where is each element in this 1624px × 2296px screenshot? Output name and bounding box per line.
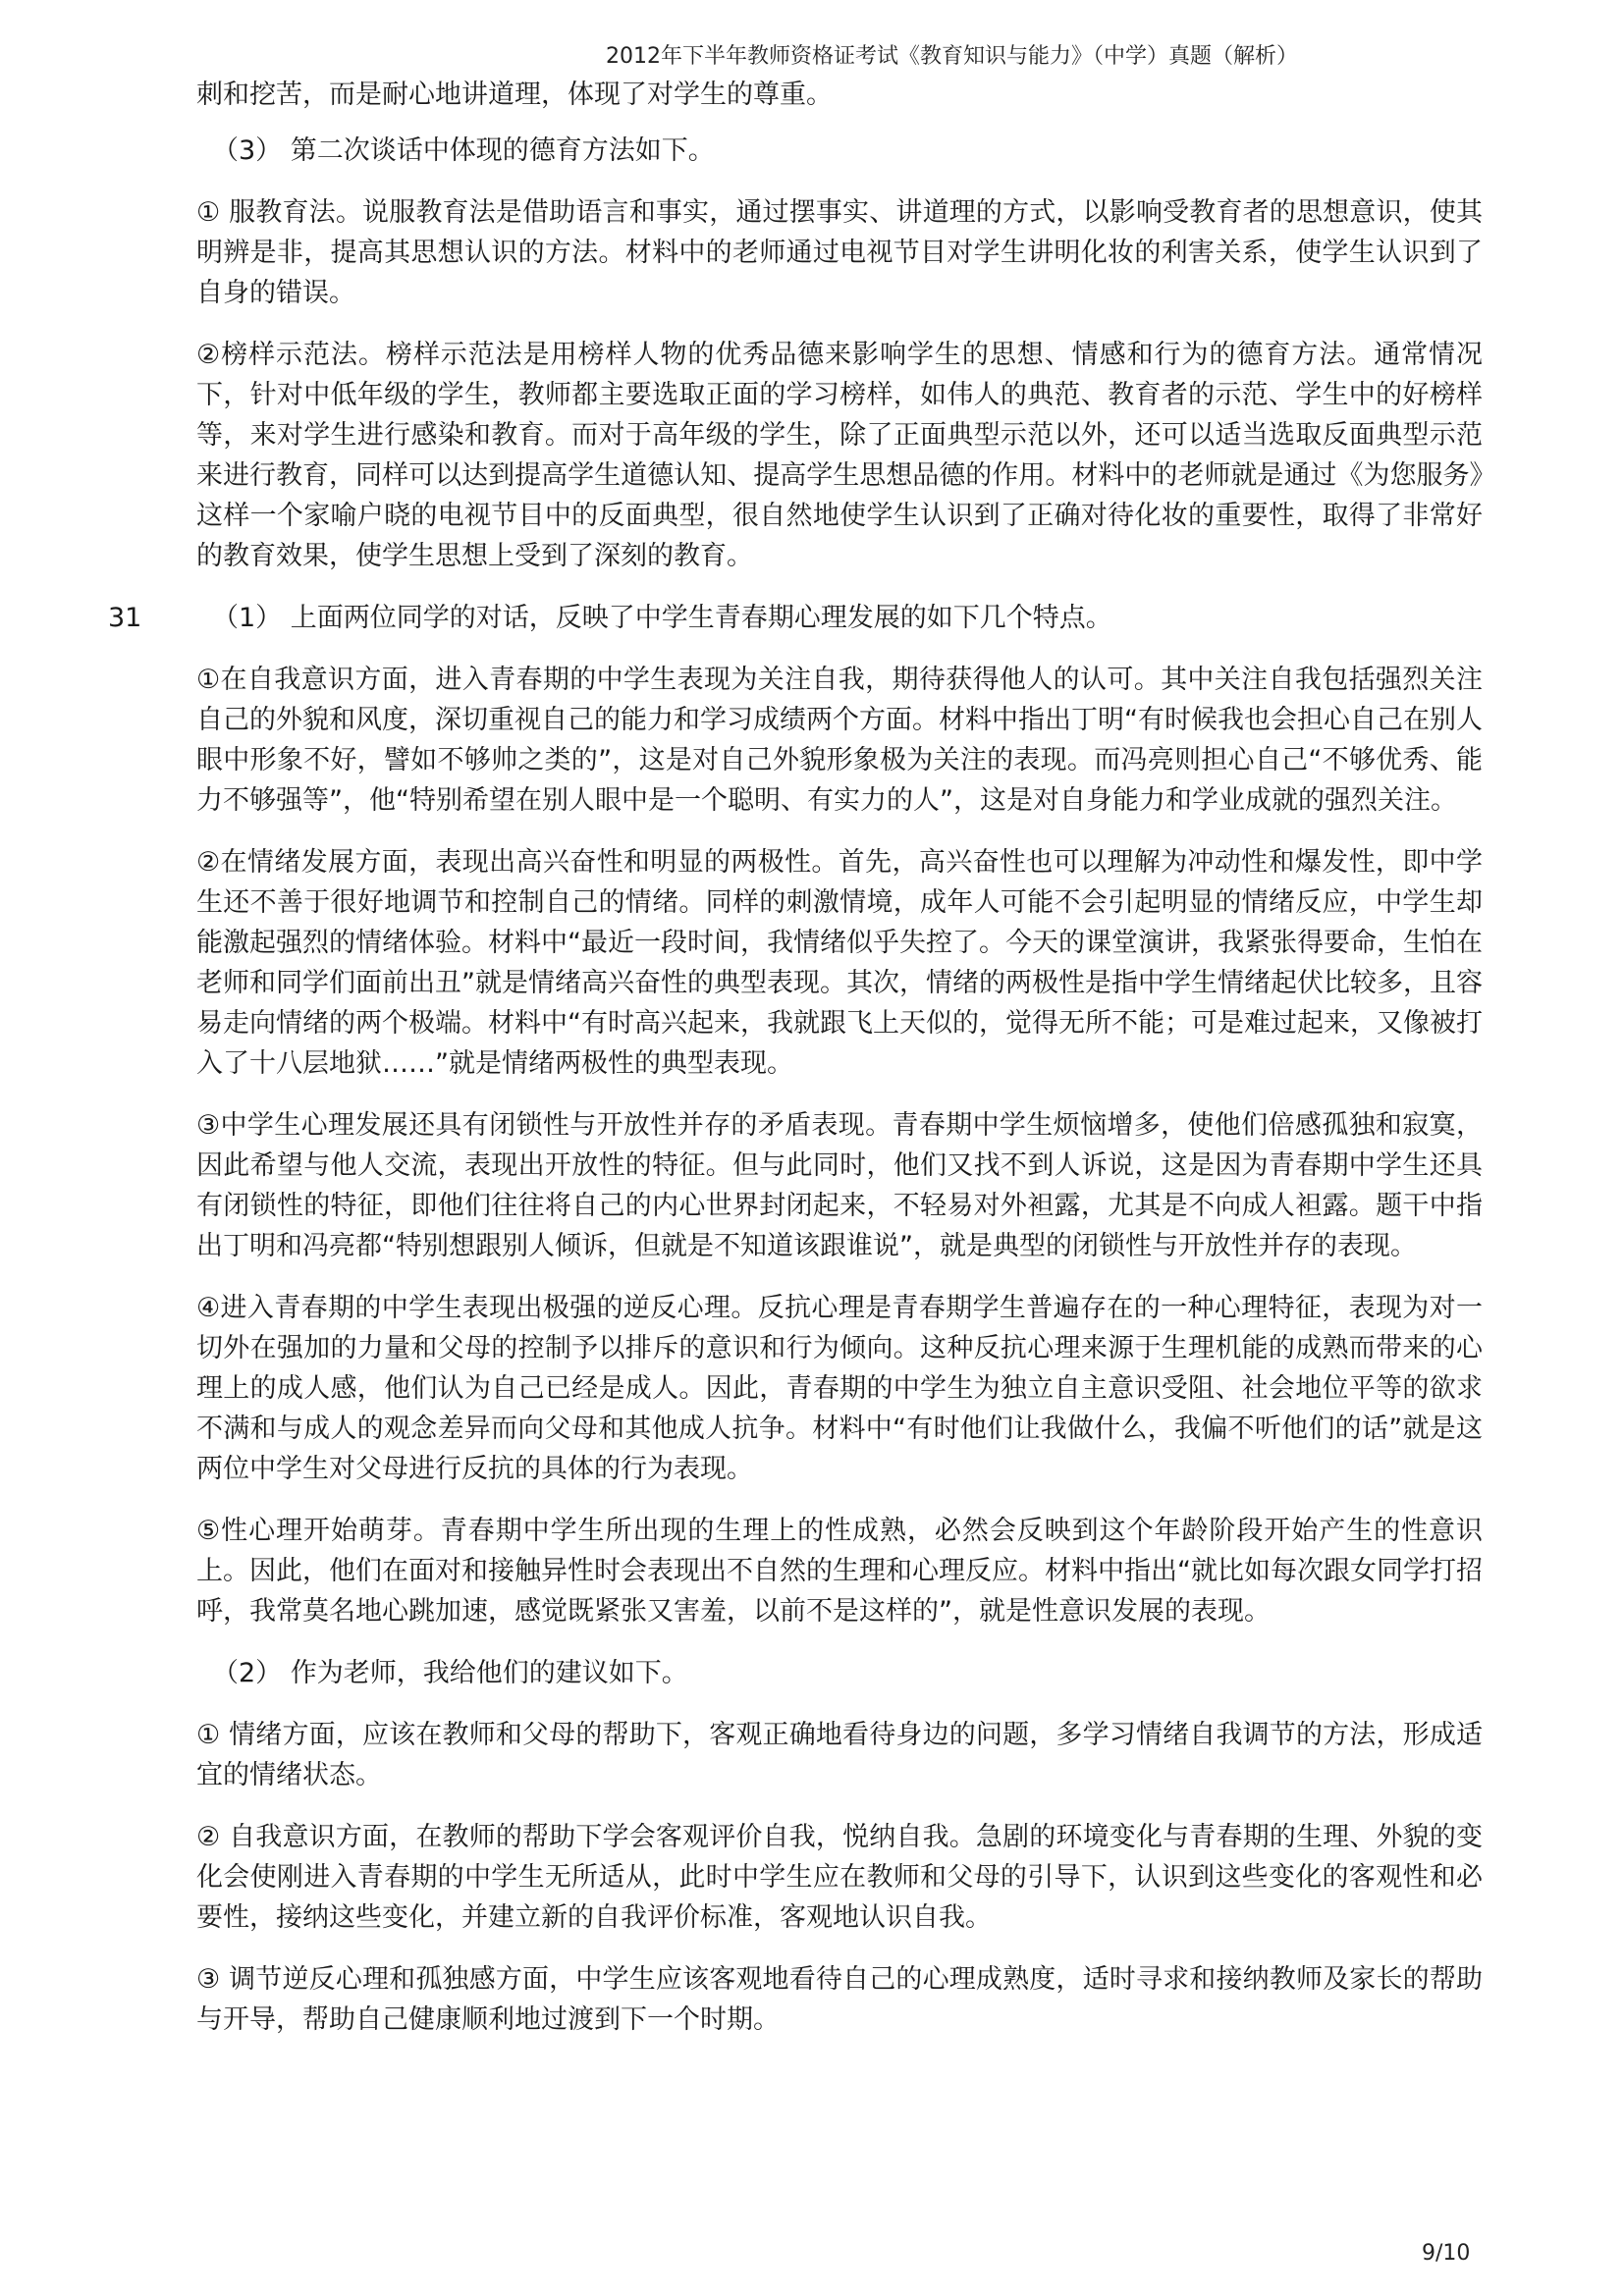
- paragraph: ①在自我意识方面，进入青春期的中学生表现为关注自我，期待获得他人的认可。其中关注自我包括强烈关注自己的外貌和风度，深切重视自己的能力和学习成绩两个方面。材料中指出丁明“有时候我也会担心自己在别人眼中形象不好，譬如不够帅之类的”，这是对自己外貌形象极为关注的表现。而冯亮则担心自己“不够优秀、能力不够强等”，他“特别希望在别人眼中是一个聪明、有实力的人”，这是对自身能力和学业成就的强烈关注。: [196, 665, 1483, 816]
- paragraph: （2） 作为老师，我给他们的建议如下。: [212, 1658, 688, 1688]
- page-header: 2012年下半年教师资格证考试《教育知识与能力》（中学）真题（解析）: [606, 44, 1298, 69]
- paragraph: ②在情绪发展方面，表现出高兴奋性和明显的两极性。首先，高兴奋性也可以理解为冲动性和爆发性，即中学生还不善于很好地调节和控制自己的情绪。同样的刺激情境，成年人可能不会引起明显的情绪反应，中学生却能激起强烈的情绪体验。材料中“最近一段时间，我情绪似乎失控了。今天的课堂演讲，我紧张得要命，生怕在老师和同学们面前出丑”就是情绪高兴奋性的典型表现。其次，情绪的两极性是指中学生情绪起伏比较多，且容易走向情绪的两个极端。材料中“有时高兴起来，我就跟飞上天似的，觉得无所不能；可是难过起来，又像被打入了十八层地狱……”就是情绪两极性的典型表现。: [196, 847, 1483, 1079]
- paragraph: ① 情绪方面，应该在教师和父母的帮助下，客观正确地看待身边的问题，多学习情绪自我调节的方法，形成适宜的情绪状态。: [196, 1720, 1483, 1790]
- paragraph: ③中学生心理发展还具有闭锁性与开放性并存的矛盾表现。青春期中学生烦恼增多，使他们倍感孤独和寂寞，因此希望与他人交流，表现出开放性的特征。但与此同时，他们又找不到人诉说，这是因为青春期中学生还具有闭锁性的特征，即他们往往将自己的内心世界封闭起来，不轻易对外袒露，尤其是不向成人袒露。题干中指出丁明和冯亮都“特别想跟别人倾诉，但就是不知道该跟谁说”，就是典型的闭锁性与开放性并存的表现。: [196, 1110, 1483, 1261]
- paragraph: ③ 调节逆反心理和孤独感方面，中学生应该客观地看待自己的心理成熟度，适时寻求和接纳教师及家长的帮助与开导，帮助自己健康顺利地过渡到下一个时期。: [196, 1964, 1483, 2035]
- paragraph: ① 服教育法。说服教育法是借助语言和事实，通过摆事实、讲道理的方式，以影响受教育者的思想意识，使其明辨是非，提高其思想认识的方法。材料中的老师通过电视节目对学生讲明化妆的利害关系，使学生认识到了自身的错误。: [196, 197, 1483, 308]
- paragraph: ②榜样示范法。榜样示范法是用榜样人物的优秀品德来影响学生的思想、情感和行为的德育方法。通常情况下，针对中低年级的学生，教师都主要选取正面的学习榜样，如伟人的典范、教育者的示范、学生中的好榜样等，来对学生进行感染和教育。而对于高年级的学生，除了正面典型示范以外，还可以适当选取反面典型示范来进行教育，同样可以达到提高学生道德认知、提高学生思想品德的作用。材料中的老师就是通过《为您服务》这样一个家喻户晓的电视节目中的反面典型，很自然地使学生认识到了正确对待化妆的重要性，取得了非常好的教育效果，使学生思想上受到了深刻的教育。: [196, 340, 1483, 571]
- paragraph: ⑤性心理开始萌芽。青春期中学生所出现的生理上的性成熟，必然会反映到这个年龄阶段开始产生的性意识上。因此，他们在面对和接触异性时会表现出不自然的生理和心理反应。材料中指出“就比如每次跟女同学打招呼，我常莫名地心跳加速，感觉既紧张又害羞，以前不是这样的”，就是性意识发展的表现。: [196, 1516, 1483, 1627]
- question-number: 31: [108, 603, 142, 633]
- document-body: [196, 75, 1483, 2061]
- paragraph: ② 自我意识方面，在教师的帮助下学会客观评价自我，悦纳自我。急剧的环境变化与青春期的生理、外貌的变化会使刚进入青春期的中学生无所适从，此时中学生应在教师和父母的引导下，认识到这些变化的客观性和必要性，接纳这些变化，并建立新的自我评价标准，客观地认识自我。: [196, 1822, 1483, 1933]
- paragraph: （3） 第二次谈话中体现的德育方法如下。: [212, 135, 715, 166]
- page-number: 9/10: [1422, 2241, 1471, 2266]
- paragraph: ④进入青春期的中学生表现出极强的逆反心理。反抗心理是青春期学生普遍存在的一种心理特征，表现为对一切外在强加的力量和父母的控制予以排斥的意识和行为倾向。这种反抗心理来源于生理机能的成熟而带来的心理上的成人感，他们认为自己已经是成人。因此，青春期的中学生为独立自主意识受阻、社会地位平等的欲求不满和与成人的观念差异而向父母和其他成人抗争。材料中“有时他们让我做什么，我偏不听他们的话”就是这两位中学生对父母进行反抗的具体的行为表现。: [196, 1293, 1483, 1484]
- paragraph: （1） 上面两位同学的对话，反映了中学生青春期心理发展的如下几个特点。: [212, 603, 1112, 633]
- paragraph: 刺和挖苦，而是耐心地讲道理，体现了对学生的尊重。: [196, 80, 833, 110]
